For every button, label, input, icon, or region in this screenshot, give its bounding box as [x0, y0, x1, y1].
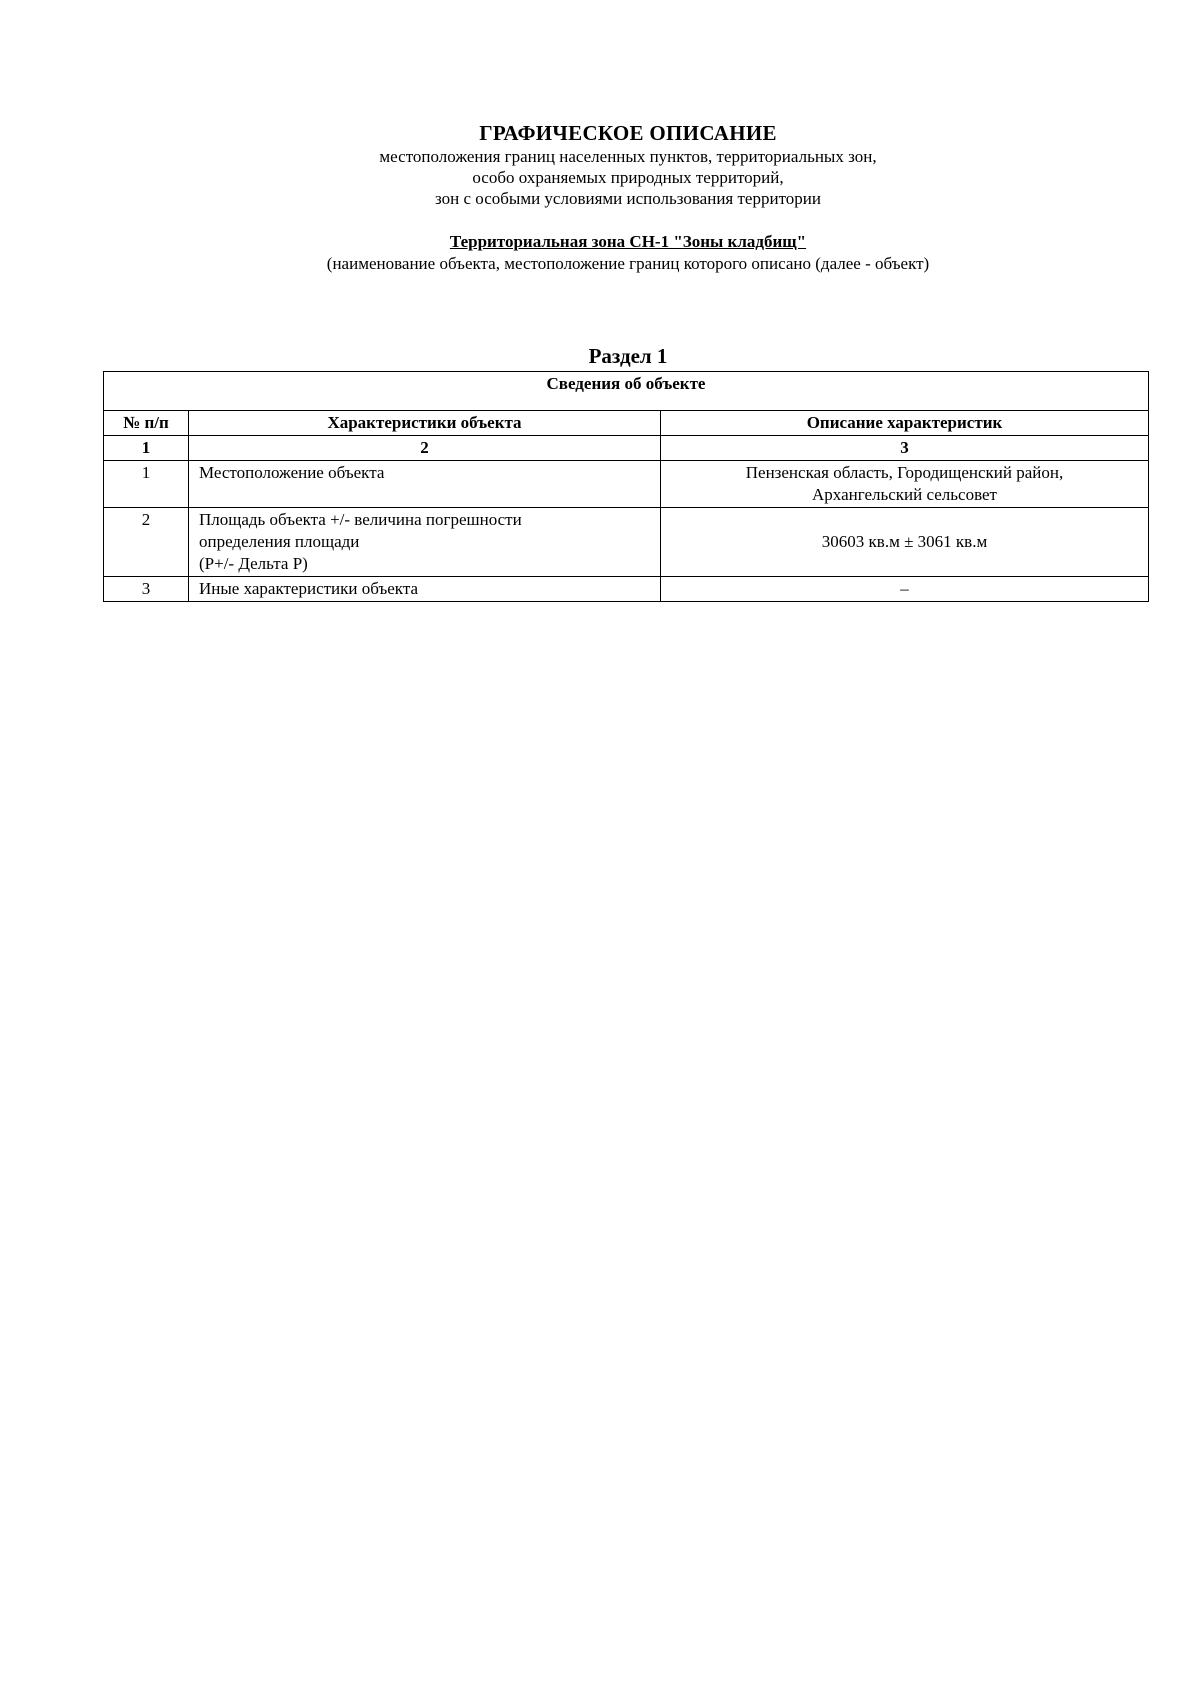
description-line: Архангельский сельсовет — [812, 485, 997, 504]
header-characteristic: Характеристики объекта — [189, 411, 661, 436]
table-row — [104, 461, 1149, 508]
object-info-table — [103, 371, 1149, 602]
table-row — [104, 508, 1149, 577]
description-line: Пензенская область, Городищенский район, — [745, 463, 1064, 482]
table-caption-row — [104, 372, 1149, 411]
characteristic-line: (Р+/- Дельта Р) — [199, 554, 308, 573]
row-description — [661, 508, 1149, 577]
row-description — [661, 461, 1149, 508]
row-characteristic — [189, 461, 661, 508]
subtitle-line: зон с особыми условиями использования территории — [435, 189, 821, 208]
table-row — [104, 577, 1149, 602]
row-characteristic — [189, 577, 661, 602]
description-line: – — [900, 579, 909, 598]
section-title: Раздел 1 — [588, 344, 668, 368]
row-characteristic — [189, 508, 661, 577]
column-number: 2 — [189, 436, 661, 461]
object-caption: (наименование объекта, местоположение границ которого описано (далее - объект) — [326, 254, 930, 273]
subtitle-line: особо охраняемых природных территорий, — [472, 168, 784, 187]
row-description — [661, 577, 1149, 602]
table-caption: Сведения об объекте — [104, 372, 1149, 411]
characteristic-line: Местоположение объекта — [199, 463, 385, 482]
object-name: Территориальная зона СН-1 "Зоны кладбищ" — [449, 232, 807, 251]
header-description: Описание характеристик — [661, 411, 1149, 436]
column-number: 1 — [104, 436, 189, 461]
description-line: 30603 кв.м ± 3061 кв.м — [821, 532, 988, 551]
column-number-row — [104, 436, 1149, 461]
characteristic-line: определения площади — [199, 532, 360, 551]
document-header — [0, 120, 1200, 274]
characteristic-line: Площадь объекта +/- величина погрешности — [199, 510, 522, 529]
row-number: 2 — [104, 508, 189, 577]
table-header-row — [104, 411, 1149, 436]
row-number: 1 — [104, 461, 189, 508]
subtitle-line: местоположения границ населенных пунктов, территориальных зон, — [379, 147, 877, 166]
document-title: ГРАФИЧЕСКОЕ ОПИСАНИЕ — [479, 121, 777, 145]
characteristic-line: Иные характеристики объекта — [199, 579, 419, 598]
row-number: 3 — [104, 577, 189, 602]
column-number: 3 — [661, 436, 1149, 461]
header-number: № п/п — [104, 411, 189, 436]
